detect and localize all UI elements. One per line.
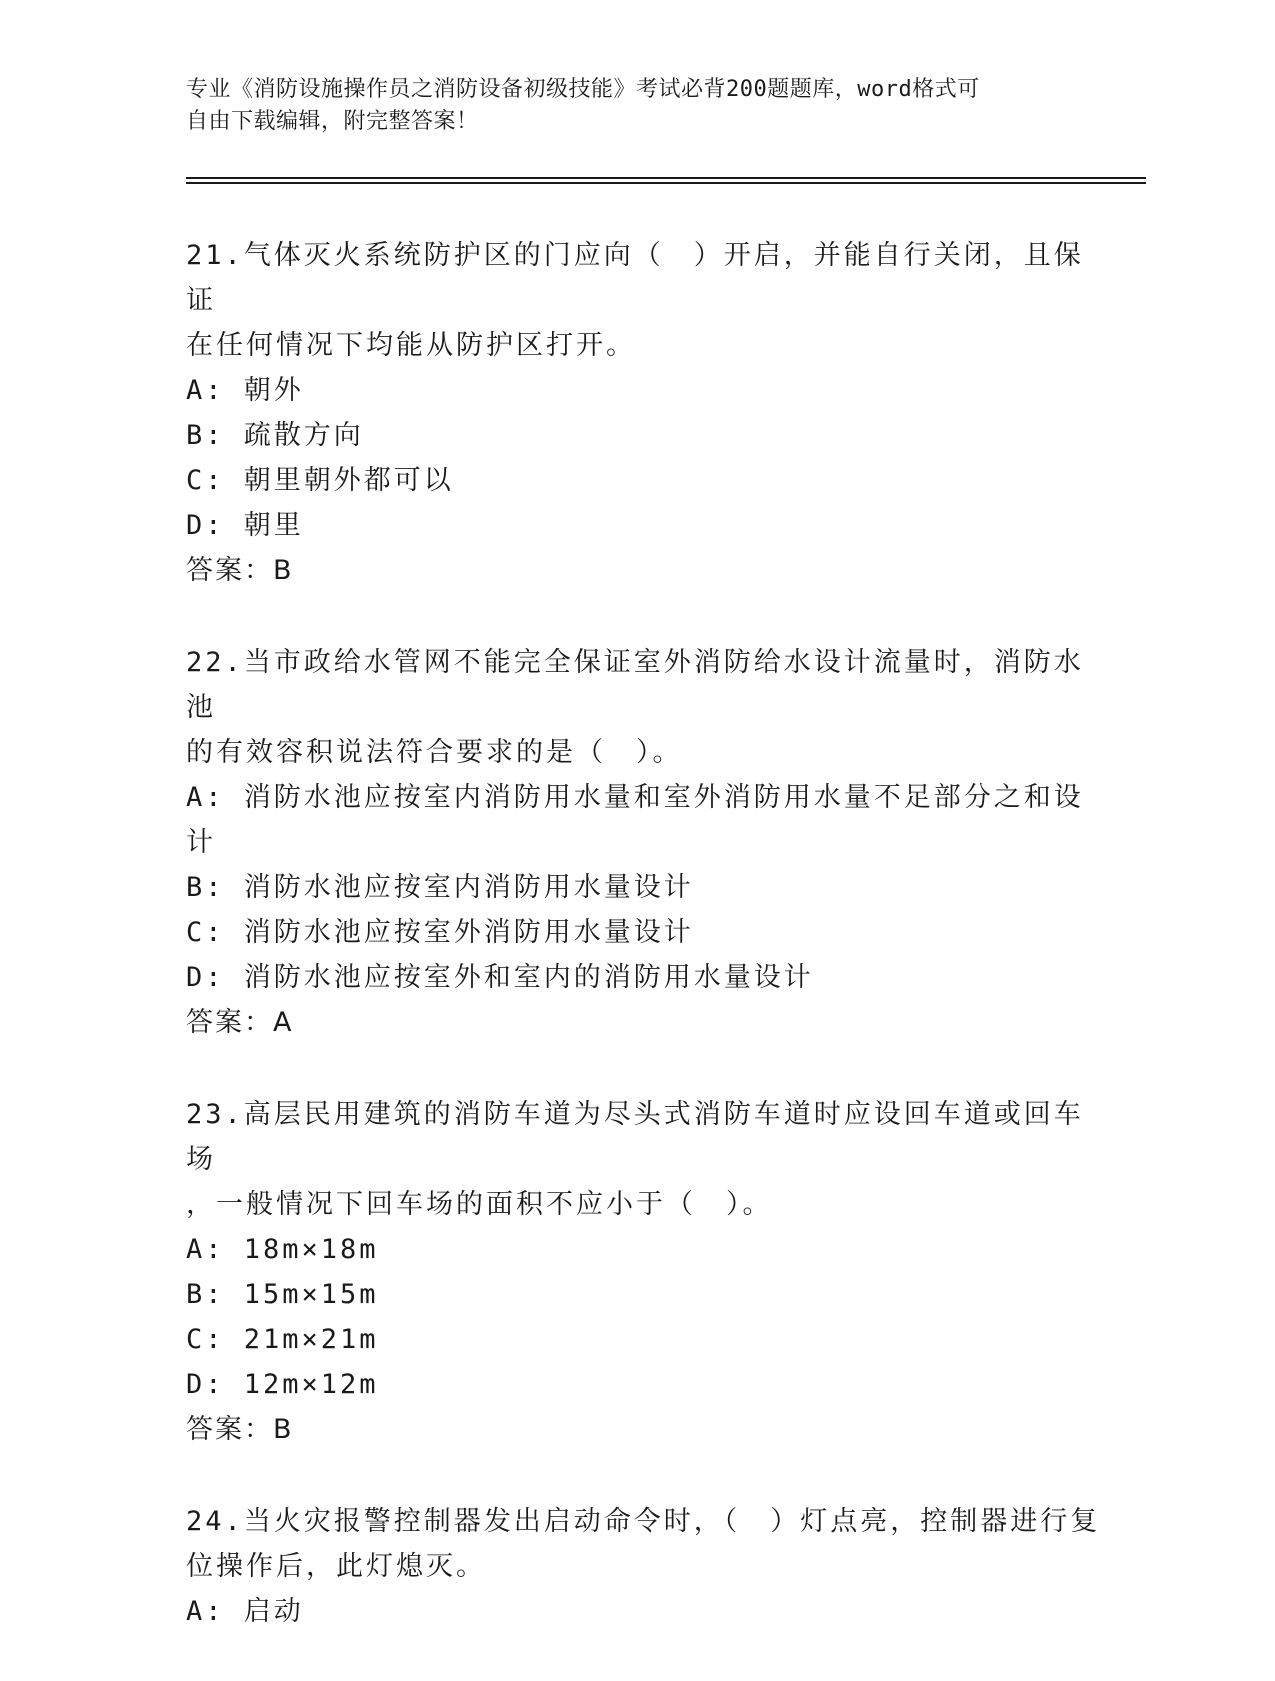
option-a: A: 18m×18m <box>186 1234 379 1265</box>
question-stem-line-1: 21.气体灭火系统防护区的门应向（ ）开启，并能自行关闭，且保证 <box>186 240 1084 316</box>
option-c: C: 消防水池应按室外消防用水量设计 <box>186 917 694 948</box>
option-a: A: 消防水池应按室内消防用水量和室外消防用水量不足部分之和设计 <box>186 782 1084 858</box>
question-stem-line-1: 24.当火灾报警控制器发出启动命令时，（ ）灯点亮，控制器进行复 <box>186 1506 1101 1537</box>
question-23 <box>186 1092 1106 1452</box>
answer: 答案：B <box>186 1414 294 1445</box>
option-c: C: 朝里朝外都可以 <box>186 465 454 496</box>
option-c: C: 21m×21m <box>186 1324 379 1355</box>
document-header <box>186 74 1086 138</box>
option-b: B: 15m×15m <box>186 1279 379 1310</box>
header-divider-bottom <box>186 182 1146 184</box>
header-line-1: 专业《消防设施操作员之消防设备初级技能》考试必背200题题库，word格式可 <box>186 77 980 102</box>
option-d: D: 12m×12m <box>186 1369 379 1400</box>
question-stem-line-2: 在任何情况下均能从防护区打开。 <box>186 330 636 361</box>
option-b: B: 消防水池应按室内消防用水量设计 <box>186 872 694 903</box>
question-stem-line-1: 22.当市政给水管网不能完全保证室外消防给水设计流量时，消防水池 <box>186 647 1084 723</box>
header-divider-top <box>186 177 1146 179</box>
question-21 <box>186 233 1106 593</box>
answer: 答案：B <box>186 555 294 586</box>
option-b: B: 疏散方向 <box>186 420 364 451</box>
question-stem-line-2: ，一般情况下回车场的面积不应小于（ ）。 <box>186 1189 773 1220</box>
question-stem-line-2: 的有效容积说法符合要求的是（ ）。 <box>186 737 683 768</box>
option-a: A: 启动 <box>186 1596 304 1627</box>
question-24 <box>186 1499 1106 1634</box>
header-line-2: 自由下载编辑，附完整答案！ <box>186 109 479 134</box>
question-stem-line-1: 23.高层民用建筑的消防车道为尽头式消防车道时应设回车道或回车场 <box>186 1099 1084 1175</box>
option-d: D: 消防水池应按室外和室内的消防用水量设计 <box>186 962 814 993</box>
question-list <box>186 233 1106 1681</box>
option-a: A: 朝外 <box>186 375 304 406</box>
answer: 答案：A <box>186 1007 294 1038</box>
question-stem-line-2: 位操作后，此灯熄灭。 <box>186 1551 486 1582</box>
question-22 <box>186 640 1106 1045</box>
option-d: D: 朝里 <box>186 510 304 541</box>
